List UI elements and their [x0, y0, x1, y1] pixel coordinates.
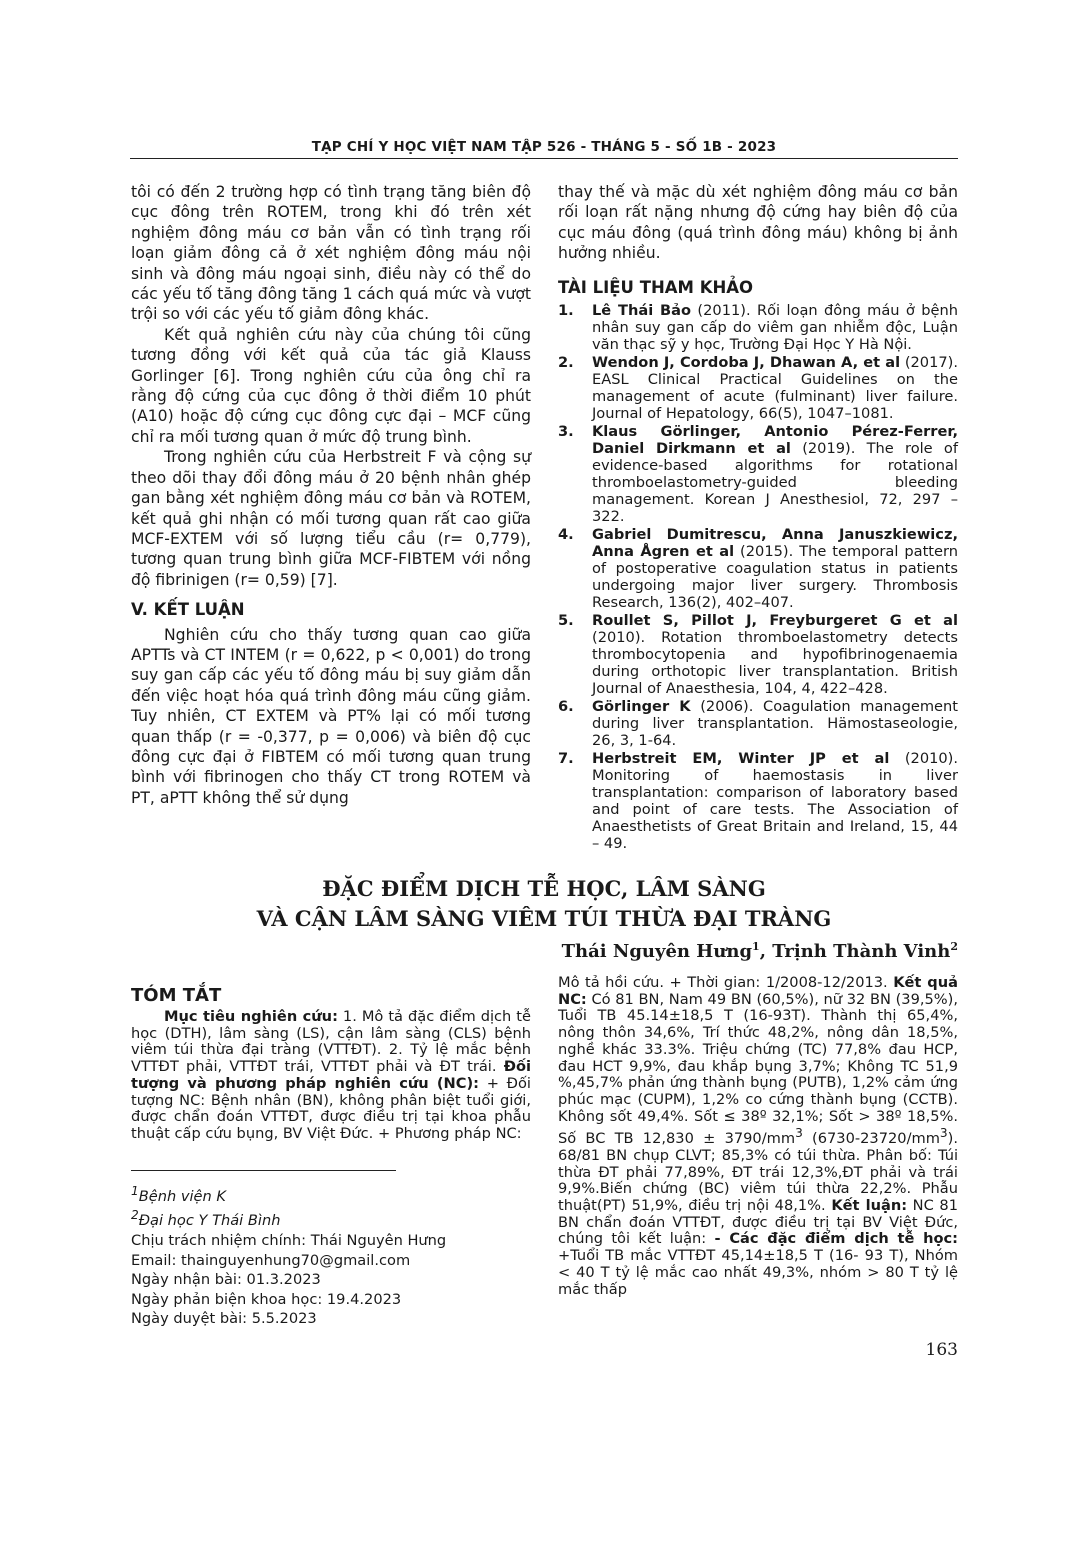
abstract-text: + Đối tượng NC: Bệnh nhân (BN), không phân biệt tuổi giới, được chẩn đoán VTTĐT, được điều trị tại khoa phẫu thuật cấp cứu bụng, BV Việt Đức. + Phương pháp NC:	[131, 1074, 531, 1142]
reference-list	[558, 302, 958, 852]
reference-details: (2006). Coagulation management during liver transplantation. Hämostaseologie, 26, 3, 1-64.	[592, 698, 959, 750]
abstract-text: 1. Mô tả đặc điểm dịch tễ học (DTH), lâm sàng (LS), cận lâm sàng (CLS) bệnh viêm túi thừa đại tràng (VTTĐT). 2. Tỷ lệ mắc bệnh VTTĐT phải, VTTĐT trái, VTTĐT phải và ĐT trái.	[131, 1008, 531, 1076]
article-title-line: ĐẶC ĐIỂM DỊCH TỄ HỌC, LÂM SÀNG	[322, 876, 766, 901]
superscript: 3	[795, 1126, 803, 1141]
prev-article-right-column	[558, 182, 958, 853]
reference-number: 6.	[558, 698, 574, 716]
reference-details: (2010). Monitoring of haemostasis in liver transplantation: comparison of laboratory based and point of care tests. The Association of Anaesthetists of Great Britain and Ireland, 15, 44 – 49.	[592, 750, 959, 853]
footnote-email: Email: thainguyenhung70@gmail.com	[131, 1251, 411, 1269]
reference-item	[558, 698, 958, 749]
reference-item	[558, 612, 958, 697]
reference-number: 2.	[558, 354, 574, 372]
reference-item	[558, 526, 958, 611]
abstract-text: +Tuổi TB mắc VTTĐT 45,14±18,5 T (16- 93 T), Nhóm < 40 T tỷ lệ mắc cao nhất 49,3%, nhóm > 80 T tỷ lệ mắc thấp	[558, 1247, 958, 1298]
body-paragraph: Trong nghiên cứu của Herbstreit F và cộng sự theo dõi thay đổi đông máu ở 20 bệnh nhân ghép gan bằng xét nghiệm đông máu cơ bản và ROTEM, kết quả ghi nhận có mối tương quan rất cao giữa MCF-EXTEM với số lượng tiểu cầu (r= 0,779), tương quan trung bình giữa MCF-FIBTEM với nồng độ fibrinigen (r= 0,59) [7].	[131, 448, 531, 589]
reference-authors: Gabriel Dumitrescu, Anna Januszkiewicz, Anna Ågren et al	[592, 526, 958, 561]
footnote-divider	[131, 1170, 396, 1171]
reference-details: (2015). The temporal pattern of postoperative coagulation status in patients undergoing major liver surgery. Thrombosis Research, 136(2), 402–407.	[592, 543, 958, 612]
footnote-text: Đại học Y Thái Bình	[138, 1212, 281, 1230]
article-title-line: VÀ CẬN LÂM SÀNG VIÊM TÚI THỪA ĐẠI TRÀNG	[256, 906, 832, 931]
reference-authors: Roullet S, Pillot J, Freyburgeret G et al	[592, 612, 958, 630]
reference-number: 5.	[558, 612, 574, 630]
section-heading-conclusion: V. KẾT LUẬN	[131, 600, 245, 620]
author-name: Thái Nguyên Hưng	[561, 941, 753, 962]
article-title	[130, 874, 958, 934]
abstract-label: Kết luận:	[831, 1197, 908, 1214]
reference-authors: Herbstreit EM, Winter JP et al	[592, 750, 890, 768]
footnote-review-date: Ngày phản biện khoa học: 19.4.2023	[131, 1290, 402, 1308]
body-paragraph: thay thế và mặc dù xét nghiệm đông máu cơ bản rối loạn rất nặng nhưng độ cứng hay biên độ của cục máu đông (quá trình đông máu) không bị ảnh hưởng nhiều.	[558, 183, 958, 263]
reference-details: (2019). The role of evidence-based algorithms for rotational thromboelastometry-guided bleeding management. Korean J Anesthesiol, 72, 297 – 322.	[592, 440, 958, 526]
footnote-corresponding-author: Chịu trách nhiệm chính: Thái Nguyên Hưng	[131, 1231, 447, 1249]
author-name: Trịnh Thành Vinh	[772, 941, 951, 962]
footnote-affiliation	[131, 1182, 531, 1206]
abstract-left-column	[131, 985, 531, 1143]
superscript: 3	[939, 1126, 948, 1141]
reference-details: (2011). Rối loạn đông máu ở bệnh nhân suy gan cấp do viêm gan nhiễm độc, Luận văn thạc sỹ y học, Trường Đại Học Y Hà Nội.	[592, 302, 958, 354]
reference-authors: Görlinger K	[592, 698, 691, 716]
footnotes	[131, 1182, 531, 1329]
reference-number: 3.	[558, 423, 574, 441]
reference-details: (2017). EASL Clinical Practical Guidelines on the management of acute (fulminant) liver failure. Journal of Hepatology, 66(5), 1047–1081.	[592, 354, 958, 423]
section-heading-references: TÀI LIỆU THAM KHẢO	[558, 277, 754, 297]
footnote-affiliation	[131, 1206, 531, 1230]
abstract-text: ). 68/81 BN chụp CLVT; 85,3% có túi thừa. Phân bố: Túi thừa ĐT phải 77,89%, ĐT trái 12,3%,ĐT phải và trái 9,9%.Biến chứng (BC) viêm túi thừa 22,2%. Phẫu thuật(PT) 51,9%, điều trị nội 48,1%.	[558, 1130, 958, 1214]
reference-item	[558, 354, 958, 422]
journal-header: TẠP CHÍ Y HỌC VIỆT NAM TẬP 526 - THÁNG 5 - SỐ 1B - 2023	[311, 139, 777, 155]
conclusion-paragraph: Nghiên cứu cho thấy tương quan cao giữa APTTs và CT INTEM (r = 0,622, p < 0,001) do trong suy gan cấp các yếu tố đông máu bị suy giảm dẫn đến việc hoạt hóa quá trình đông máu cũng giảm. Tuy nhiên, CT EXTEM và PT% lại có mối tương quan thấp (r = -0,377, p = 0,006) và biên độ cục đông cực đại ở FIBTEM có mối tương quan trung bình với fibrinogen cho thấy CT trong ROTEM và PT, aPTT không thể sử dụng	[131, 625, 531, 807]
header-divider	[130, 158, 958, 159]
body-paragraph: Kết quả nghiên cứu này của chúng tôi cũng tương đồng với kết quả của tác giả Klauss Gorlinger [6]. Trong nghiên cứu của ông chỉ ra rằng độ cứng của cục đông ở thời điểm 10 phút (A10) hoặc độ cứng cục đông cực đại – MCF cũng chỉ ra mối tương quan ở mức độ trung bình.	[131, 325, 531, 446]
abstract-text: Mô tả hồi cứu. + Thời gian: 1/2008-12/2013.	[558, 974, 894, 991]
abstract-label: Mục tiêu nghiên cứu:	[164, 1008, 338, 1025]
reference-number: 1.	[558, 302, 574, 320]
author-affiliation-mark: 2	[950, 940, 958, 953]
reference-item	[558, 423, 958, 525]
reference-item	[558, 750, 958, 852]
footnote-text: Bệnh viện K	[138, 1187, 226, 1205]
prev-article-left-column	[131, 182, 531, 808]
abstract-right-column	[558, 975, 958, 1298]
abstract-text: NC 81 BN chẩn đoán VTTĐT, được điều trị tại BV Việt Đức, chúng tôi kết luận:	[558, 1197, 958, 1248]
footnote-mark: 2	[131, 1208, 139, 1223]
abstract-text: Có 81 BN, Nam 49 BN (60,5%), nữ 32 BN (39,5%), Tuổi TB 45.14±18,5 T (16-93T). Thành thị 65,4%, nông thôn 34,6%, Trí thức 48,2%, nông dân 18,5%, nghề khác 33.3%. Triệu chứng (TC) 77,8% đau HCP, đau HCT 9,9%, đau khắp bụng 3,7%; Không TC 51,9 %,45,7% phản ứng thành bụng (PUTB), 1,2% cảm ứng phúc mạc (CUPM), 1,2% co cứng thành bụng (CCTB). Không sốt 49,4%. Sốt ≤ 38º 32,1%; Sốt > 38º 18,5%. Số BC TB 12,830 ± 3790/mm	[558, 990, 958, 1148]
footnote-mark: 1	[131, 1184, 139, 1198]
reference-number: 4.	[558, 526, 574, 544]
abstract-label: - Các đặc điểm dịch tễ học:	[714, 1230, 958, 1248]
author-affiliation-mark: 1	[752, 940, 760, 953]
reference-authors: Lê Thái Bảo	[592, 302, 692, 320]
reference-authors: Klaus Görlinger, Antonio Pérez-Ferrer, Daniel Dirkmann et al	[592, 423, 958, 458]
footnote-received-date: Ngày nhận bài: 01.3.2023	[131, 1271, 321, 1289]
abstract-text: (6730-23720/mm	[802, 1130, 940, 1148]
reference-authors: Wendon J, Cordoba J, Dhawan A, et al	[592, 354, 901, 372]
body-paragraph: tôi có đến 2 trường hợp có tình trạng tăng biên độ cục đông trên ROTEM, trong khi đó trên xét nghiệm đông máu cơ bản vẫn có tình trạng rối loạn giảm đông cả ở xét nghiệm đông máu nội sinh và đông máu ngoại sinh, điều này có thể do các yếu tố tăng đông tăng 1 cách quá mức và vượt trội so với các yếu tố giảm đông khác.	[131, 183, 531, 324]
abstract-label: Đối tượng và phương pháp nghiên cứu (NC):	[131, 1058, 531, 1092]
abstract-label: Kết quả NC:	[558, 974, 958, 1008]
abstract-paragraph	[558, 975, 958, 1298]
page-number: 163	[925, 1340, 958, 1360]
article-authors	[562, 940, 958, 962]
reference-details: (2010). Rotation thromboelastometry detects thrombocytopenia and hypofibrinogenaemia during orthotopic liver transplantation. British Journal of Anaesthesia, 104, 4, 422–428.	[592, 629, 958, 698]
footnote-accepted-date: Ngày duyệt bài: 5.5.2023	[131, 1310, 317, 1328]
abstract-heading: TÓM TẮT	[131, 985, 222, 1006]
author-separator: ,	[759, 941, 773, 962]
reference-number: 7.	[558, 750, 574, 768]
reference-item	[558, 302, 958, 353]
abstract-paragraph	[131, 1009, 531, 1143]
